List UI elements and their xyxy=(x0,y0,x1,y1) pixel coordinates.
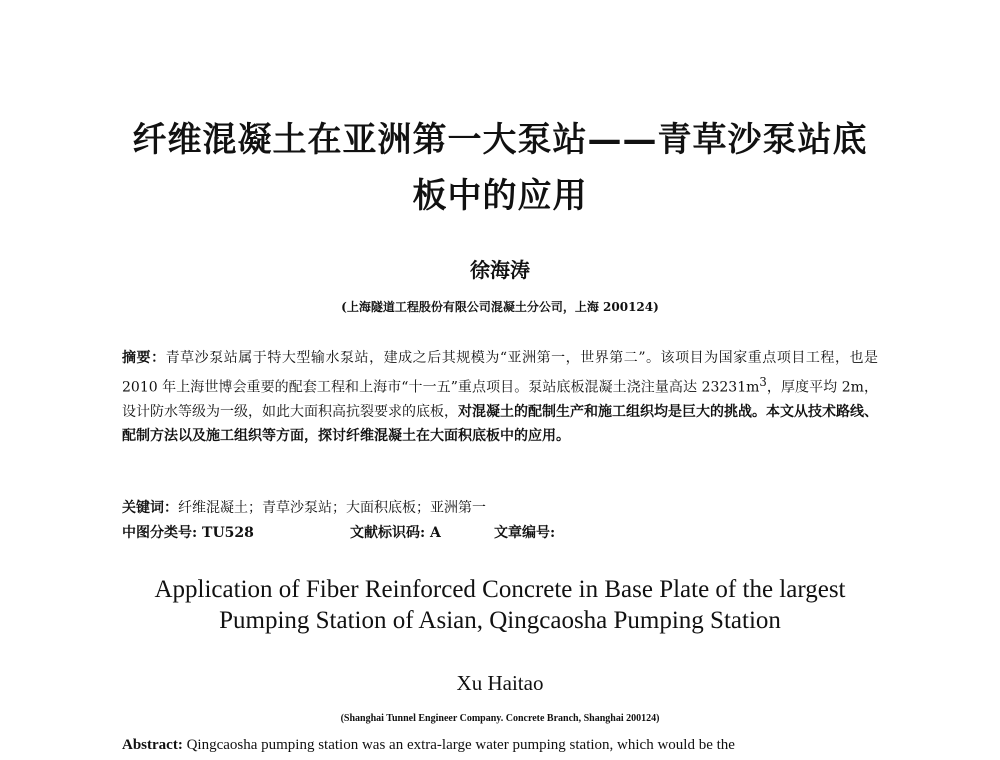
classification-line xyxy=(122,522,878,544)
english-abstract xyxy=(122,734,882,756)
chinese-abstract-text-1: 青草沙泵站属于特大型输水泵站，建成之后其规模为“亚洲第一，世界第二”。该项目为国家重点项目工程，也是 2010 年上海世博会重要的配套工程和上海市“十一五”重点项目。泵站底板混凝土浇注量高达 23231m xyxy=(122,350,879,396)
chinese-keywords-text: 纤维混凝土；青草沙泵站；大面积底板；亚洲第一 xyxy=(178,500,486,516)
chinese-abstract-text-3: 对混凝土的配制生产和施工组织均是巨大的挑战。本文从技术路线、配制方法以及施工组织等方面， xyxy=(122,403,878,444)
chinese-title-line-1: 纤维混凝土在亚洲第一大泵站——青草沙泵站底 xyxy=(132,120,868,160)
chinese-affiliation: (上海隧道工程股份有限公司混凝土分公司，上海 200124) xyxy=(341,300,659,314)
chinese-abstract-label: 摘要： xyxy=(122,350,166,366)
english-author: Xu Haitao xyxy=(456,671,544,695)
clc-number: 中图分类号: TU528 xyxy=(122,525,254,541)
chinese-title xyxy=(60,112,940,224)
chinese-abstract-text-4: 探讨纤维混凝土在大面积底板中的应用。 xyxy=(318,427,570,444)
chinese-abstract-superscript: 3 xyxy=(759,375,767,389)
chinese-abstract-text-2: ，厚度平均 2m，设计防水等级为一级，如此大面积高抗裂要求的底板， xyxy=(122,379,878,420)
english-abstract-label: Abstract: xyxy=(122,737,183,753)
chinese-keywords-label: 关键词： xyxy=(122,500,178,516)
chinese-author: 徐海涛 xyxy=(470,258,530,282)
article-number: 文章编号: xyxy=(494,525,556,541)
document-code: 文献标识码: A xyxy=(350,525,441,541)
english-title-line-2: Pumping Station of Asian, Qingcaosha Pumping Station xyxy=(219,607,781,634)
chinese-abstract xyxy=(122,346,878,448)
english-affiliation: (Shanghai Tunnel Engineer Company. Concrete Branch, Shanghai 200124) xyxy=(340,713,660,724)
english-title-line-1: Application of Fiber Reinforced Concrete in Base Plate of the largest xyxy=(154,576,846,603)
english-title xyxy=(60,574,940,636)
english-abstract-text: Qingcaosha pumping station was an extra-large water pumping station, which would be the xyxy=(182,737,735,753)
chinese-keywords xyxy=(122,497,878,519)
chinese-title-line-2: 板中的应用 xyxy=(412,176,588,216)
